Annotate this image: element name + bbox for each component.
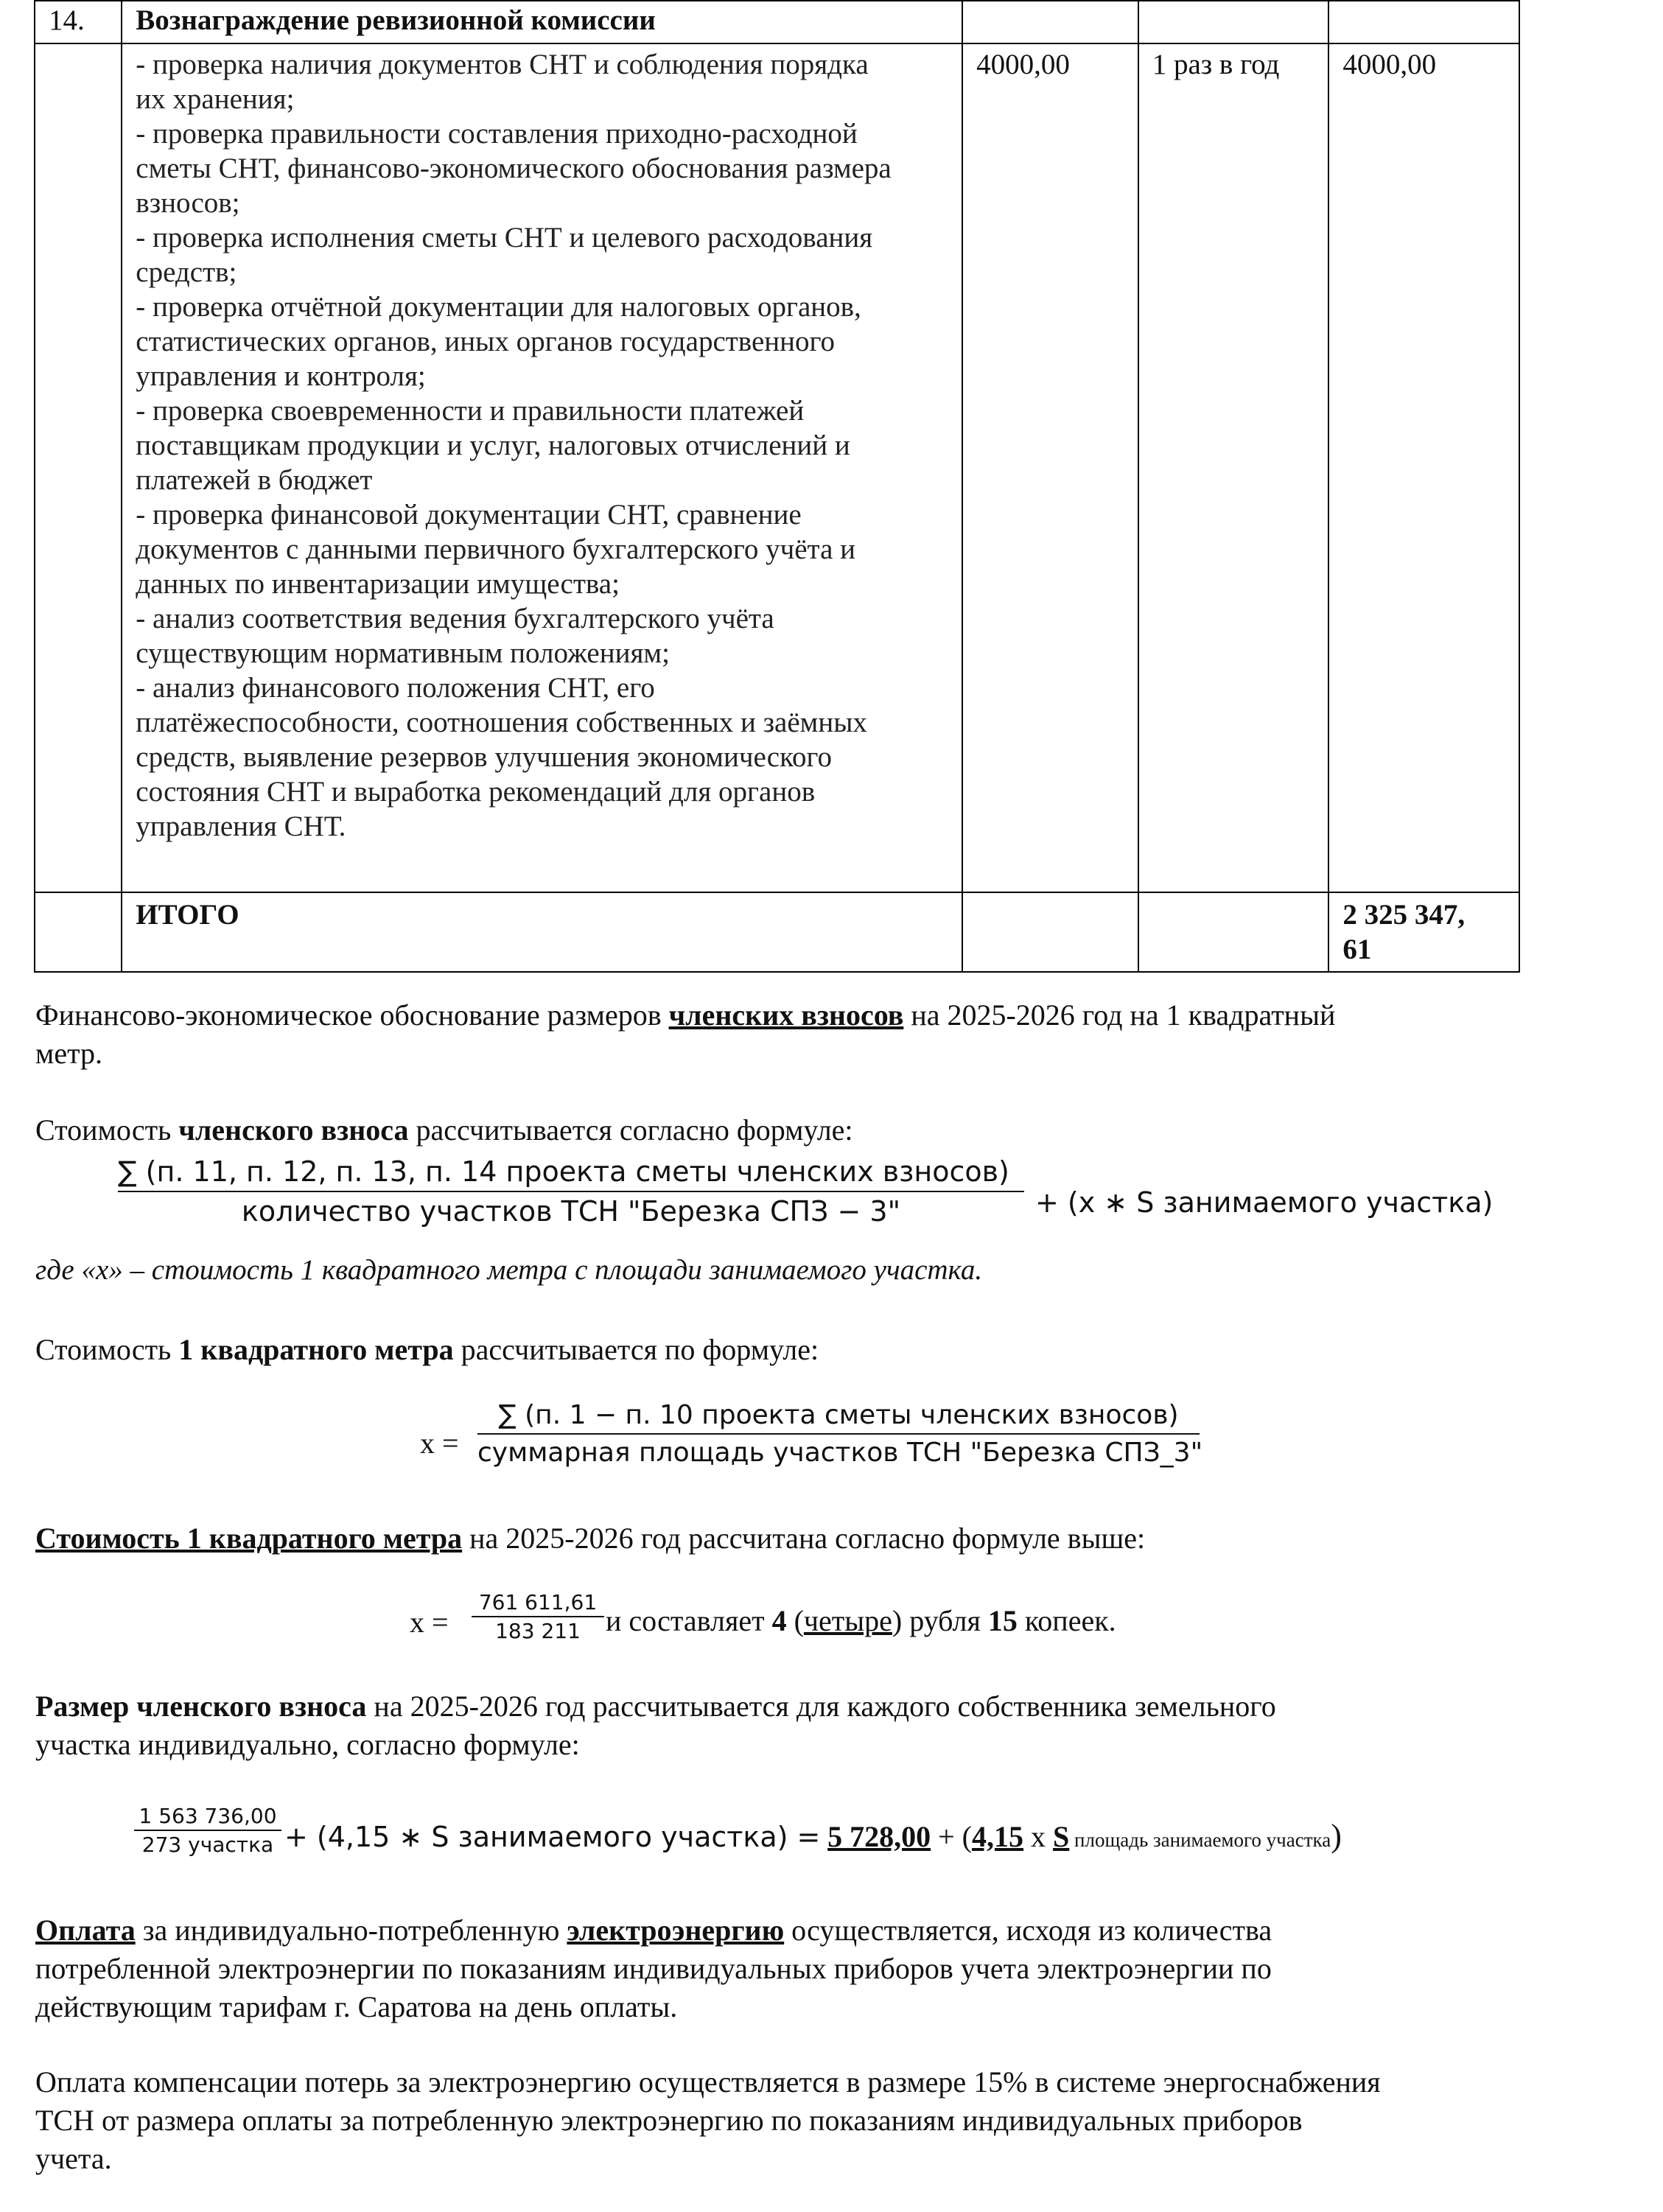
fraction-bar [134,1830,281,1831]
text: потребленной электроэнергии по показаниям индивидуальных приборов учета электроэнергии по [35,1952,1272,1985]
text: S [1053,1820,1070,1853]
desc-line: статистических органов, иных органов государственного [136,326,836,357]
desc-line: средств; [136,256,237,288]
empty-cell [1138,892,1329,972]
desc-line: данных по инвентаризации имущества; [136,568,620,600]
empty-cell [1138,1,1329,43]
text: на 2025-2026 год рассчитана согласно формуле выше: [462,1522,1146,1555]
electricity-paragraph [35,1911,1627,2026]
formula-sqm-fraction [477,1400,1203,1468]
intro-paragraph [35,996,1627,1073]
text: Стоимость [35,1113,179,1147]
desc-line: - проверка отчётной документации для налоговых органов, [136,291,861,323]
text: ТСН от размера оплаты за потребленную электроэнергию по показаниям индивидуальных приборов [35,2104,1303,2137]
text: действующим тарифам г. Саратова на день оплаты. [35,1990,678,2023]
desc-line: управления и контроля; [136,360,426,392]
sqm-result-text [606,1603,1116,1638]
desc-line: состояния СНТ и выработка рекомендаций для органов [136,776,816,808]
fraction-denominator: суммарная площадь участков ТСН "Березка СПЗ_3" [477,1438,1203,1468]
desc-line: сметы СНТ, финансово-экономического обоснования размера [136,153,892,184]
desc-line: взносов; [136,187,240,219]
row-number: 14. [35,1,122,43]
formula-note: где «х» – стоимость 1 квадратного метра с площади занимаемого участка. [35,1254,983,1286]
text: на 2025-2026 год рассчитывается для каждого собственника земельного [366,1690,1276,1723]
fee-result-line [284,1817,1342,1855]
desc-line: документов с данными первичного бухгалтерского учёта и [136,533,855,565]
text: членского взноса [178,1113,409,1147]
fee-size-intro [35,1687,1627,1764]
desc-line: - проверка исполнения сметы СНТ и целевого расходования [136,222,873,253]
fraction-numerator: ∑ (п. 1 − п. 10 проекта сметы членских взносов) [498,1400,1179,1430]
price-cell: 4000,00 [962,43,1138,892]
fraction-denominator: количество участков ТСН "Березка СПЗ − 3" [241,1195,901,1228]
text: за индивидуально-потребленную [135,1914,567,1947]
formula-fee-tail: + (x ∗ S занимаемого участка) [1035,1186,1494,1219]
desc-line: - проверка наличия документов СНТ и соблюдения порядка [136,49,869,80]
desc-line: существующим нормативным положениям; [136,637,670,669]
frequency-cell: 1 раз в год [1138,43,1329,892]
desc-line: - анализ финансового положения СНТ, его [136,672,655,704]
text: Стоимость 1 квадратного метра [35,1522,463,1555]
desc-line: средств, выявление резервов улучшения экономического [136,741,833,773]
sqm-formula-intro [35,1331,1627,1369]
total-label: ИТОГО [122,892,962,972]
fraction-bar [118,1191,1024,1192]
table-row-14-header [35,1,1519,43]
text: Стоимость [35,1333,179,1366]
empty-cell [35,892,122,972]
empty-cell [1328,1,1519,43]
fee-amount: 5 728,00 [827,1820,931,1853]
row-description [122,43,962,892]
text: рассчитывается согласно формуле: [408,1113,853,1147]
text: 15 [987,1604,1018,1637]
text: 1 квадратного метра [178,1333,454,1366]
text: на 2025-2026 год на 1 квадратный [903,998,1336,1032]
text: площадь занимаемого участка [1069,1829,1331,1851]
total-value-line2: 61 [1342,934,1372,965]
fraction-numerator: 1 563 736,00 [139,1804,277,1828]
fraction-bar [477,1433,1200,1435]
desc-line: поставщикам продукции и услуг, налоговых отчислений и [136,430,850,461]
text: осуществляется, исходя из количества [784,1914,1272,1947]
table-row-total [35,892,1519,972]
text: и составляет [606,1604,772,1637]
formula2-lhs: x = [420,1427,459,1460]
text: учета. [35,2142,112,2175]
desc-line: - проверка своевременности и правильности платежей [136,395,805,427]
empty-cell [35,43,122,892]
empty-cell [962,892,1138,972]
empty-cell [962,1,1138,43]
text: + ( [931,1820,973,1853]
text: четыре [803,1604,892,1637]
table-row-14-body [35,43,1519,892]
desc-line: платёжеспособности, соотношения собственных и заёмных [136,707,867,738]
text: ) [1331,1818,1342,1854]
desc-line: - проверка финансовой документации СНТ, сравнение [136,499,802,531]
text: электроэнергию [567,1914,785,1947]
fraction-bar [472,1616,604,1617]
text: метр. [35,1037,103,1070]
text: Оплата компенсации потерь за электроэнергию осуществляется в размере 15% в системе энергоснабжения [35,2065,1381,2099]
text: 4 [771,1604,787,1637]
total-value-line1: 2 325 347, [1342,899,1466,931]
desc-line: - проверка правильности составления приходно-расходной [136,118,858,150]
formula-fee-values [134,1804,281,1857]
text: + (4,15 ∗ S занимаемого участка) = [284,1821,821,1853]
total-value [1328,892,1519,972]
sqm-calculated-intro [35,1519,1627,1558]
text: Размер членского взноса [35,1690,367,1723]
text: 4,15 [972,1820,1024,1853]
formula-sqm-values [472,1590,604,1643]
text: копеек. [1017,1604,1116,1637]
row-title: Вознаграждение ревизионной комиссии [122,1,962,43]
desc-line: - анализ соответствия ведения бухгалтерского учёта [136,603,774,634]
text: ( [786,1604,804,1637]
fraction-denominator: 183 211 [495,1619,581,1643]
fraction-numerator: 761 611,61 [478,1590,598,1614]
desc-line: их хранения; [136,83,295,115]
text: Финансово-экономическое обоснование размеров [35,998,669,1032]
sum-cell: 4000,00 [1328,43,1519,892]
fraction-numerator: ∑ (п. 11, п. 12, п. 13, п. 14 проекта сметы членских взносов) [118,1155,1009,1188]
text: ) рубля [892,1604,988,1637]
losses-paragraph [35,2063,1627,2178]
text: участка индивидуально, согласно формуле: [35,1728,580,1761]
term-membership-fees: членских взносов [668,998,904,1032]
desc-line: управления СНТ. [136,811,346,842]
fraction-denominator: 273 участка [141,1833,274,1857]
text: х [1023,1820,1054,1853]
formula-fee-fraction [118,1155,1024,1228]
desc-line: платежей в бюджет [136,464,373,496]
text: рассчитывается по формуле: [453,1333,819,1366]
formula3-lhs: x = [410,1606,449,1639]
text: Оплата [35,1914,136,1947]
estimate-table [34,0,1520,973]
fee-formula-intro [35,1111,1627,1149]
